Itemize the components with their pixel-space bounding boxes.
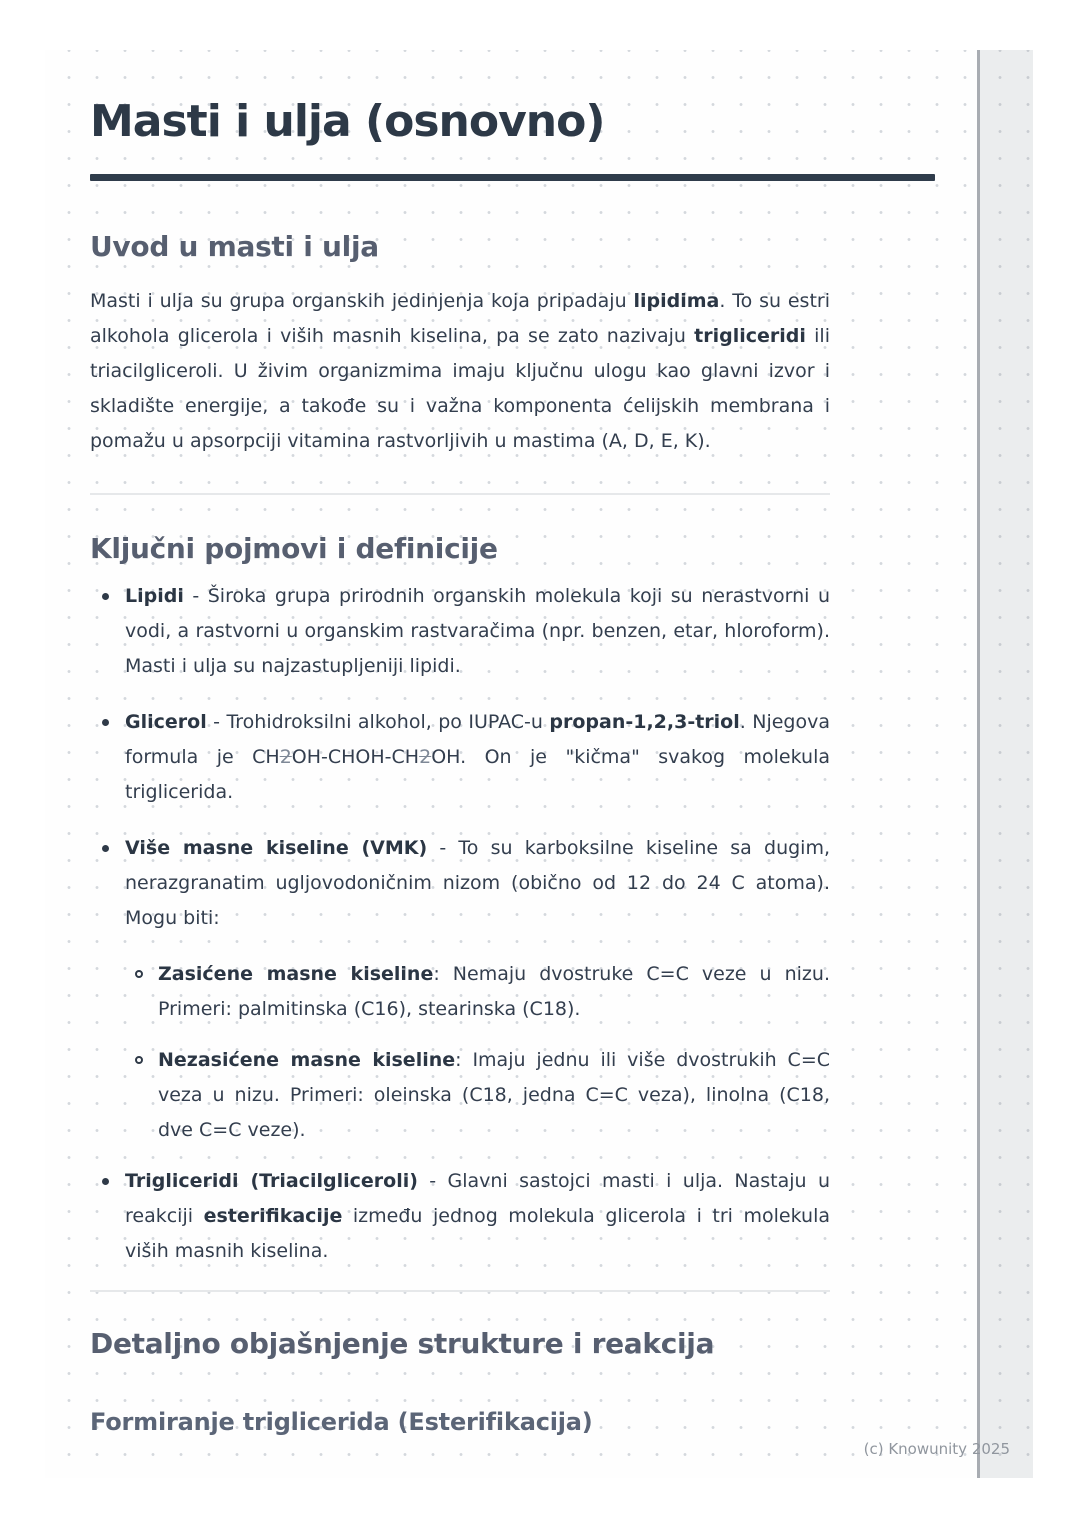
list-item-text: Trigliceridi (Triacilgliceroli) - Glavni sastojci masti i ulja. Nastaju u reakciji esterifikacije između jednog molekula glicerola i tri molekula viših masnih kiselina. (125, 1170, 831, 1262)
section-heading-key-terms: Ključni pojmovi i definicije (90, 532, 498, 565)
list-item (90, 705, 830, 810)
section-heading-intro: Uvod u masti i ulja (90, 230, 379, 263)
section-divider (90, 493, 830, 495)
intro-paragraph: Masti i ulja su grupa organskih jedinjenja koja pripadaju lipidima. To su estri alkohola glicerola i viših masnih kiselina, pa se zato nazivaju trigliceridi ili triacilgliceroli. U živim organizmima imaju ključnu ulogu kao glavni izvor i skladište energije, a takođe su i važna komponenta ćelijskih membrana i pomažu u apsorpciji vitamina rastvorljivih u mastima (A, D, E, K). (90, 290, 830, 452)
section-heading-detail: Detaljno objašnjenje strukture i reakcija (90, 1327, 715, 1360)
list-item (123, 957, 830, 1027)
key-terms-list (90, 579, 830, 1269)
bullet-marker (135, 970, 143, 978)
title-rule (90, 174, 935, 181)
list-item-text: Lipidi - Široka grupa prirodnih organskih molekula koji su nerastvorni u vodi, a rastvorni u organskim rastvaračima (npr. benzen, etar, hloroform). Masti i ulja su najzastupljeniji lipidi. (125, 585, 830, 677)
list-item (90, 831, 830, 936)
list-item-text: Više masne kiseline (VMK) - To su karboksilne kiseline sa dugim, nerazgranatim ugljovodoničnim nizom (obično od 12 do 24 C atoma). Mogu biti: (125, 837, 830, 929)
page-edge-panel (980, 50, 1033, 1478)
list-item (90, 579, 830, 684)
bullet-marker (102, 593, 109, 600)
page-title: Masti i ulja (osnovno) (90, 96, 605, 147)
document-content (90, 50, 830, 1438)
list-item-text: Glicerol - Trohidroksilni alkohol, po IUPAC-u propan-1,2,3-triol. Njegova formula je CH2OH-CHOH-CH2OH. On je "kičma" svakog molekula triglicerida. (125, 711, 830, 803)
bullet-marker (102, 1178, 109, 1185)
list-item (90, 1164, 830, 1269)
list-item (123, 1043, 830, 1148)
copyright-notice: (c) Knowunity 2025 (863, 1440, 1010, 1458)
bullet-marker (102, 845, 109, 852)
list-item-text: Zasićene masne kiseline: Nemaju dvostruke C=C veze u nizu. Primeri: palmitinska (C16), stearinska (C18). (158, 963, 830, 1020)
bullet-marker (135, 1056, 143, 1064)
section-divider (90, 1290, 830, 1292)
document-page (45, 50, 1033, 1478)
bullet-marker (102, 719, 109, 726)
subsection-heading-esterification: Formiranje triglicerida (Esterifikacija) (90, 1408, 593, 1436)
list-item-text: Nezasićene masne kiseline: Imaju jednu ili više dvostrukih C=C veza u nizu. Primeri: oleinska (C18, jedna C=C veza), linolna (C18, dve C=C veze). (158, 1049, 831, 1141)
